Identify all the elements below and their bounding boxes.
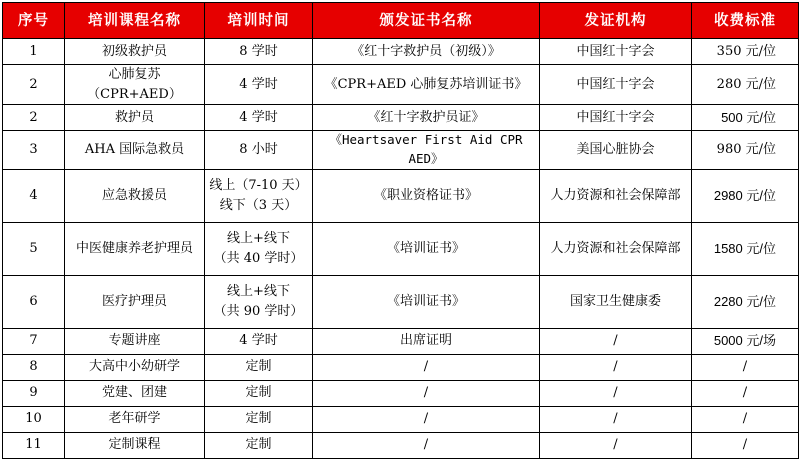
cell-course: 医疗护理员 — [65, 275, 205, 328]
table-row — [3, 432, 799, 458]
cell-no: 4 — [3, 169, 65, 222]
cell-fee: 980 元/位 — [692, 131, 799, 170]
cell-cert: 《职业资格证书》 — [313, 169, 540, 222]
cell-no: 10 — [3, 406, 65, 432]
cell-issuer: 国家卫生健康委 — [540, 275, 692, 328]
header-course: 培训课程名称 — [65, 3, 205, 39]
cell-no: 3 — [3, 131, 65, 170]
cell-cert: 《红十字救护员（初级）》 — [313, 39, 540, 65]
table-row — [3, 169, 799, 222]
cell-issuer: 中国红十字会 — [540, 65, 692, 105]
cell-fee: 500 元/位 — [692, 105, 799, 131]
header-no: 序号 — [3, 3, 65, 39]
cell-time: 定制 — [205, 380, 313, 406]
cell-no: 9 — [3, 380, 65, 406]
cell-course: 中医健康养老护理员 — [65, 222, 205, 275]
table-row — [3, 275, 799, 328]
training-fee-table — [2, 2, 799, 459]
cell-cert: / — [313, 406, 540, 432]
cell-course: 专题讲座 — [65, 328, 205, 354]
cell-fee: 350 元/位 — [692, 39, 799, 65]
cell-cert: / — [313, 354, 540, 380]
cell-issuer: 中国红十字会 — [540, 105, 692, 131]
cell-time: 4 学时 — [205, 65, 313, 105]
cell-issuer: / — [540, 354, 692, 380]
header-fee: 收费标准 — [692, 3, 799, 39]
cell-course: 救护员 — [65, 105, 205, 131]
table-row — [3, 65, 799, 105]
cell-time: 8 小时 — [205, 131, 313, 170]
cell-issuer: 人力资源和社会保障部 — [540, 169, 692, 222]
cell-course: 定制课程 — [65, 432, 205, 458]
cell-time: 4 学时 — [205, 328, 313, 354]
cell-no: 5 — [3, 222, 65, 275]
table-header-row — [3, 3, 799, 39]
cell-time: 4 学时 — [205, 105, 313, 131]
table-row — [3, 131, 799, 170]
training-table-container — [2, 2, 799, 459]
cell-time: 8 学时 — [205, 39, 313, 65]
cell-time — [205, 275, 313, 328]
time-line: （共 40 学时） — [213, 250, 304, 266]
cell-issuer: 美国心脏协会 — [540, 131, 692, 170]
cell-fee: / — [692, 354, 799, 380]
table-row — [3, 328, 799, 354]
table-row — [3, 222, 799, 275]
cell-no: 7 — [3, 328, 65, 354]
cell-fee: / — [692, 432, 799, 458]
cell-cert: 《培训证书》 — [313, 275, 540, 328]
cell-issuer: 中国红十字会 — [540, 39, 692, 65]
cell-cert: 出席证明 — [313, 328, 540, 354]
cell-course: 心肺复苏（CPR+AED） — [65, 65, 205, 105]
cell-no: 6 — [3, 275, 65, 328]
time-line: （共 90 学时） — [213, 303, 304, 319]
cell-no: 2 — [3, 65, 65, 105]
cell-time: 定制 — [205, 354, 313, 380]
cell-cert: 《Heartsaver First Aid CPR AED》 — [313, 131, 540, 170]
table-row — [3, 380, 799, 406]
time-line: 线上（7-10 天） — [209, 178, 308, 193]
header-issuer: 发证机构 — [540, 3, 692, 39]
cell-fee: / — [692, 406, 799, 432]
cell-cert: 《CPR+AED 心肺复苏培训证书》 — [313, 65, 540, 105]
cell-no: 1 — [3, 39, 65, 65]
cell-fee: 1580 元/位 — [692, 222, 799, 275]
cell-issuer: / — [540, 406, 692, 432]
time-line: 线下（3 天） — [219, 197, 298, 213]
time-line: 线上+线下 — [227, 284, 290, 299]
cell-no: 11 — [3, 432, 65, 458]
cell-cert: 《培训证书》 — [313, 222, 540, 275]
cell-issuer: 人力资源和社会保障部 — [540, 222, 692, 275]
cell-course: 应急救援员 — [65, 169, 205, 222]
cell-fee: 2280 元/位 — [692, 275, 799, 328]
cell-course: 初级救护员 — [65, 39, 205, 65]
cell-time: 定制 — [205, 406, 313, 432]
cell-fee: 280 元/位 — [692, 65, 799, 105]
cell-course: AHA 国际急救员 — [65, 131, 205, 170]
table-row — [3, 39, 799, 65]
cell-course: 党建、团建 — [65, 380, 205, 406]
time-line: 线上+线下 — [227, 231, 290, 246]
cell-issuer: / — [540, 432, 692, 458]
cell-course: 大高中小幼研学 — [65, 354, 205, 380]
table-row — [3, 406, 799, 432]
cell-no: 8 — [3, 354, 65, 380]
cell-time: 定制 — [205, 432, 313, 458]
header-cert: 颁发证书名称 — [313, 3, 540, 39]
cell-time — [205, 222, 313, 275]
cell-cert: / — [313, 380, 540, 406]
cell-time — [205, 169, 313, 222]
table-row — [3, 354, 799, 380]
cell-course: 老年研学 — [65, 406, 205, 432]
cell-issuer: / — [540, 380, 692, 406]
cell-fee: 5000 元/场 — [692, 328, 799, 354]
cell-no: 2 — [3, 105, 65, 131]
table-row — [3, 105, 799, 131]
cell-fee: 2980 元/位 — [692, 169, 799, 222]
cell-cert: 《红十字救护员证》 — [313, 105, 540, 131]
cell-fee: / — [692, 380, 799, 406]
cell-issuer: / — [540, 328, 692, 354]
cell-cert: / — [313, 432, 540, 458]
header-time: 培训时间 — [205, 3, 313, 39]
